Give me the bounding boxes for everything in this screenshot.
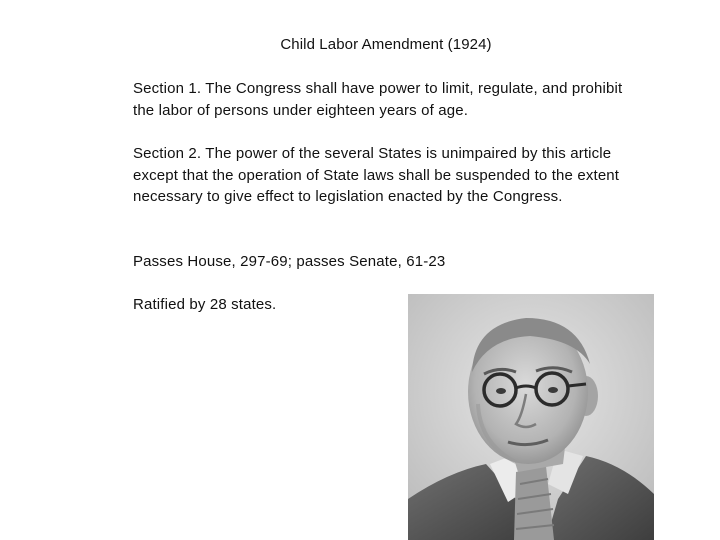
section-1-text: The Congress shall have power to limit, regulate, and prohibit the labor of persons under eighteen years of age. <box>133 80 623 119</box>
portrait-illustration <box>408 294 654 540</box>
portrait-photograph <box>408 294 654 540</box>
section-2-label: Section 2. <box>133 145 202 162</box>
ratification-note: Ratified by 28 states. <box>133 296 277 313</box>
section-1-label: Section 1. <box>133 80 202 97</box>
vote-tally: Passes House, 297-69; passes Senate, 61-23 <box>133 253 446 270</box>
section-1-paragraph <box>133 78 633 121</box>
document-title: Child Labor Amendment (1924) <box>280 36 492 53</box>
section-2-paragraph <box>133 143 633 208</box>
section-2-text: The power of the several States is unimpaired by this article except that the operation of State laws shall be suspended to the extent necessary to give effect to legislation enacted by the Congress. <box>133 145 620 205</box>
